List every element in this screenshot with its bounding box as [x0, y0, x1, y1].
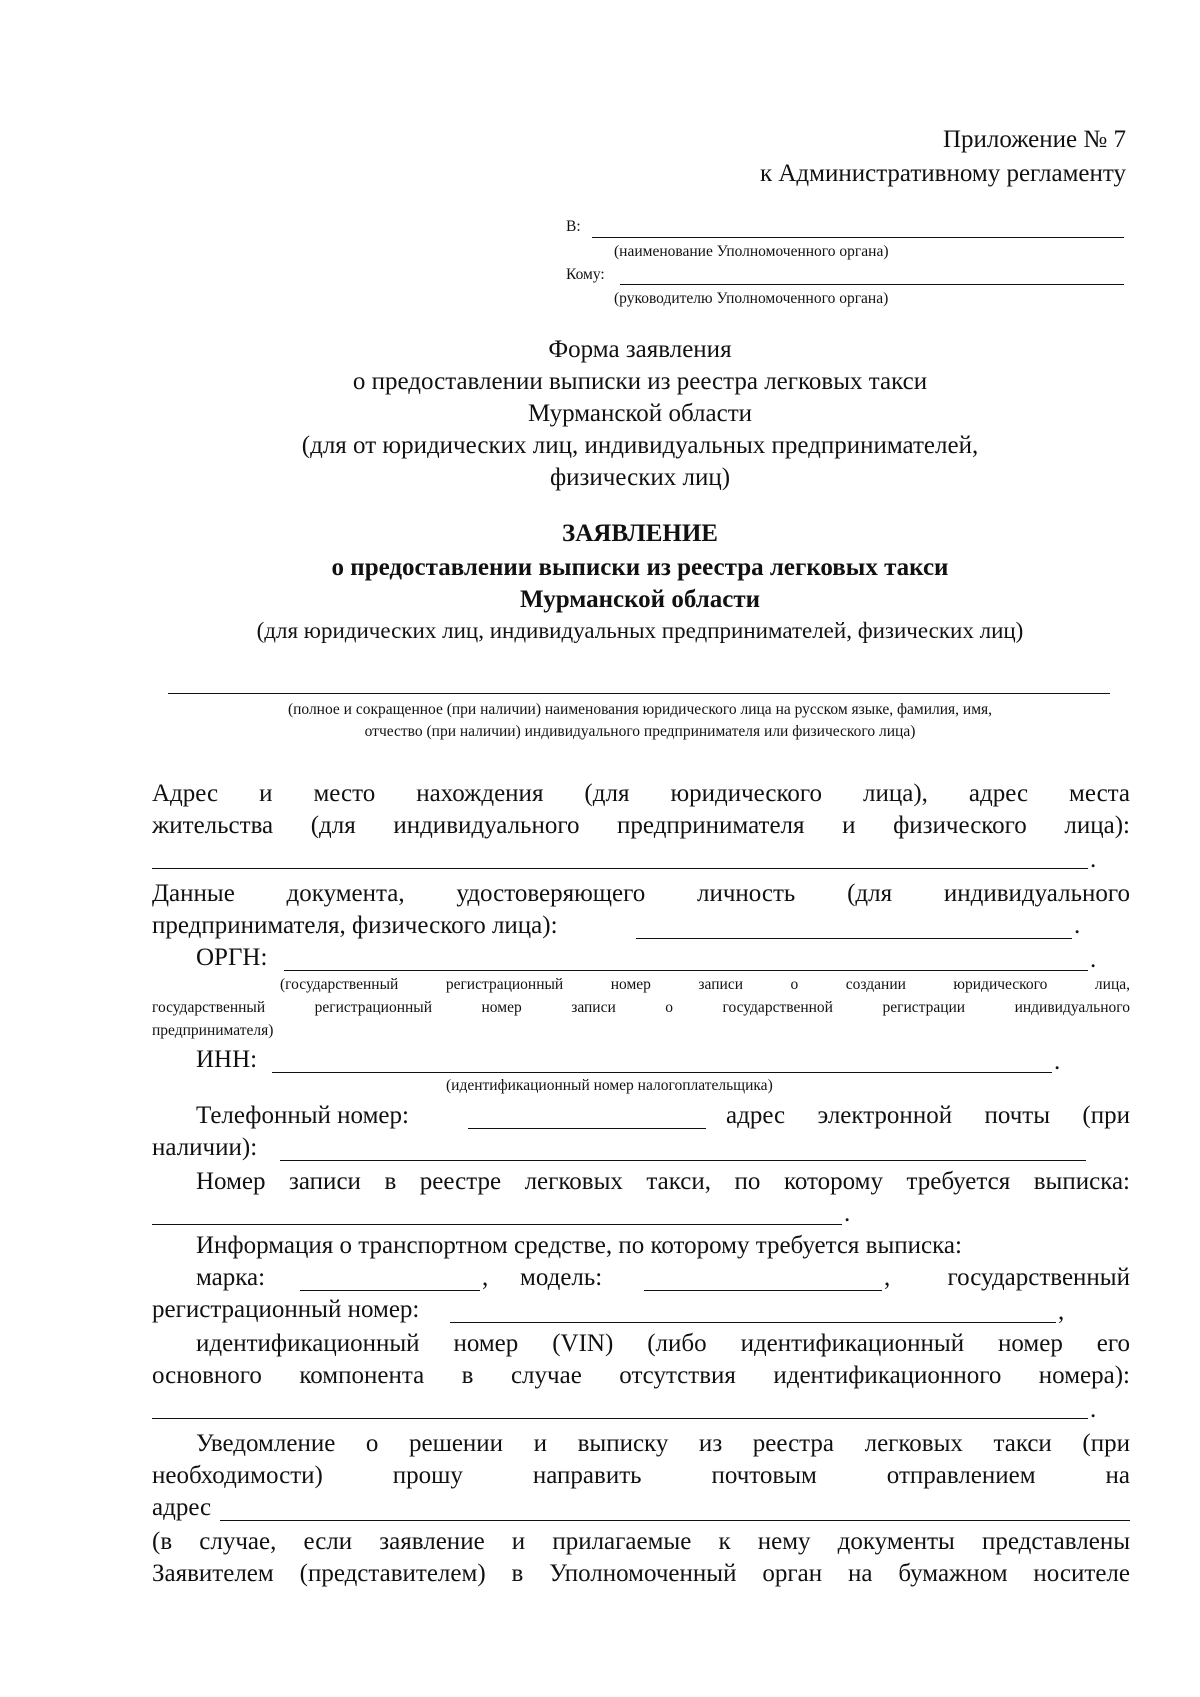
- vin-label-line1: идентификационный номер (VIN) (либо идентификационный номер его: [196, 1330, 1130, 1357]
- model-comma: ,: [884, 1264, 891, 1291]
- appendix-reference: к Административному регламенту: [759, 160, 1126, 187]
- whom-field[interactable]: [620, 284, 1124, 285]
- statement-subtitle-line2: Мурманской области: [519, 586, 761, 613]
- applicant-hint-line1: (полное и сокращенное (при наличии) наименования юридического лица на русском языке, фамилия, имя,: [287, 701, 993, 718]
- statement-subtitle-line3: (для юридических лиц, индивидуальных предпринимателей, физических лиц): [256, 618, 1024, 643]
- whom-hint: (руководителю Уполномоченного органа): [614, 290, 889, 307]
- address-field[interactable]: [152, 868, 1088, 869]
- form-title-line5: физических лиц): [549, 464, 731, 491]
- vin-field[interactable]: [152, 1418, 1088, 1419]
- inn-hint: (идентификационный номер налогоплательщика): [446, 1077, 773, 1094]
- brand-comma: ,: [482, 1264, 489, 1291]
- to-field[interactable]: [592, 237, 1124, 238]
- inn-end: .: [1054, 1048, 1061, 1075]
- address-label-line2: жительства (для индивидуального предпринимателя и физического лица):: [152, 812, 1130, 839]
- email-label-line2: наличии):: [152, 1134, 258, 1161]
- form-title-line2: о предоставлении выписки из реестра легковых такси: [352, 368, 928, 395]
- applicant-hint-line2: отчество (при наличии) индивидуального предпринимателя или физического лица): [364, 723, 916, 740]
- notification-line3: адрес: [152, 1494, 212, 1521]
- statement-subtitle-line1: о предоставлении выписки из реестра легковых такси: [331, 554, 949, 581]
- address-end: .: [1090, 846, 1097, 873]
- form-title-line3: Мурманской области: [527, 400, 753, 427]
- ogrn-end: .: [1090, 946, 1097, 973]
- identity-doc-field[interactable]: [636, 938, 1072, 939]
- inn-label: ИНН:: [196, 1046, 258, 1073]
- brand-label: марка:: [196, 1264, 266, 1291]
- model-label: модель:: [520, 1264, 603, 1291]
- applicant-name-field[interactable]: [168, 693, 1110, 694]
- phone-label: Телефонный номер:: [196, 1102, 409, 1129]
- vehicle-intro: Информация о транспортном средстве, по которому требуется выписка:: [196, 1232, 962, 1259]
- ogrn-hint-line2: государственный регистрационный номер записи о государственной регистрации индивидуального: [152, 999, 1130, 1016]
- notification-address-field[interactable]: [220, 1520, 1130, 1521]
- notification-line4: (в случае, если заявление и прилагаемые к нему документы представлены: [152, 1528, 1130, 1555]
- reg-number-end: ,: [1058, 1298, 1065, 1325]
- registry-record-field[interactable]: [152, 1224, 842, 1225]
- ogrn-hint-line3: предпринимателя): [152, 1022, 274, 1039]
- reg-number-label-b: регистрационный номер:: [152, 1296, 420, 1323]
- ogrn-hint-line1: (государственный регистрационный номер записи о создании юридического лица,: [280, 976, 1130, 993]
- notification-line2: необходимости) прошу направить почтовым отправлением на: [152, 1462, 1130, 1489]
- reg-number-label-a: государственный: [947, 1264, 1130, 1291]
- email-field[interactable]: [280, 1160, 1086, 1161]
- statement-title: ЗАЯВЛЕНИЕ: [562, 520, 718, 547]
- identity-doc-label-line2: предпринимателя, физического лица):: [152, 912, 558, 939]
- ogrn-label: ОРГН:: [196, 944, 268, 971]
- ogrn-field[interactable]: [284, 970, 1088, 971]
- notification-line1: Уведомление о решении и выписку из реестра легковых такси (при: [196, 1430, 1130, 1457]
- registry-record-label: Номер записи в реестре легковых такси, по которому требуется выписка:: [196, 1168, 1130, 1195]
- model-field[interactable]: [644, 1290, 882, 1291]
- inn-field[interactable]: [272, 1072, 1052, 1073]
- vin-label-line2: основного компонента в случае отсутствия идентификационного номера):: [152, 1362, 1130, 1389]
- phone-field[interactable]: [468, 1128, 706, 1129]
- address-label-line1: Адрес и место нахождения (для юридического лица), адрес места: [152, 780, 1130, 807]
- appendix-number: Приложение № 7: [942, 126, 1126, 153]
- identity-doc-label-line1: Данные документа, удостоверяющего личность (для индивидуального: [152, 880, 1130, 907]
- notification-line5: Заявителем (представителем) в Уполномоченный орган на бумажном носителе: [152, 1560, 1130, 1587]
- reg-number-field[interactable]: [450, 1322, 1056, 1323]
- to-label: В:: [566, 218, 581, 235]
- identity-doc-end: .: [1074, 912, 1081, 939]
- vin-end: .: [1090, 1396, 1097, 1423]
- form-title-line4: (для от юридических лиц, индивидуальных предпринимателей,: [301, 432, 979, 459]
- to-hint: (наименование Уполномоченного органа): [614, 243, 889, 260]
- registry-record-end: .: [844, 1200, 851, 1227]
- form-title-line1: Форма заявления: [548, 336, 732, 363]
- whom-label: Кому:: [566, 266, 605, 283]
- email-label: адрес электронной почты (при: [726, 1102, 1130, 1129]
- brand-field[interactable]: [300, 1290, 480, 1291]
